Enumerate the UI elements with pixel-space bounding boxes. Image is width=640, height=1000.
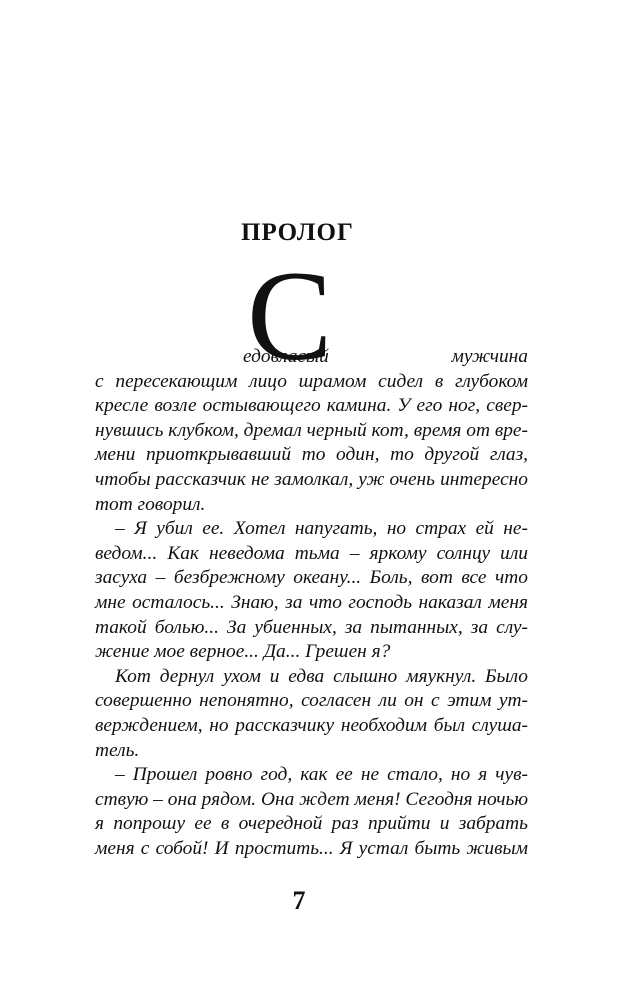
text-line: Кот дернул ухом и едва слышно мяукнул. Было — [115, 665, 528, 687]
text-line: – Прошел ровно год, как ее не стало, но я чув- — [115, 764, 528, 786]
body-text — [95, 345, 528, 861]
text-line: верждением, но рассказчику необходим был слуша- — [95, 714, 528, 736]
page-number: 7 — [292, 886, 306, 915]
text-line: ствую – она рядом. Она ждет меня! Сегодня ночью — [95, 788, 528, 810]
text-line: засуха – безбрежному океану... Боль, вот все что — [95, 567, 528, 589]
chapter-title: ПРОЛОГ — [241, 219, 354, 246]
text-line: мне осталось... Знаю, за что господь наказал меня — [95, 591, 528, 613]
text-line: кресле возле остывающего камина. У его ног, свер- — [95, 395, 528, 417]
text-line: едовласый мужчина — [243, 346, 528, 367]
text-line: такой болью... За убиенных, за пытанных, за слу- — [95, 616, 528, 638]
text-line: меня с собой! И простить... Я устал быть живым — [95, 837, 528, 859]
text-line: жение мое верное... Да... Грешен я? — [95, 641, 391, 663]
text-line: чтобы рассказчик не замолкал, уж очень интересно — [95, 468, 528, 490]
drop-cap-letter: С — [247, 245, 333, 387]
text-line: нувшись клубком, дремал черный кот, время от вре- — [95, 419, 528, 441]
text-line: я попрошу ее в очередной раз прийти и забрать — [95, 813, 528, 835]
text-line: – Я убил ее. Хотел напугать, но страх ей не- — [115, 518, 528, 540]
text-line: ведом... Как неведома тьма – яркому солнцу или — [95, 542, 528, 564]
text-line: тот говорил. — [95, 493, 206, 515]
text-line: совершенно непонятно, согласен ли он с этим ут- — [95, 690, 528, 712]
text-line: тель. — [95, 739, 140, 761]
text-line: мени приоткрывавший то один, то другой глаз, — [95, 444, 528, 466]
text-line: с пересекающим лицо шрамом сидел в глубоком — [95, 370, 528, 392]
